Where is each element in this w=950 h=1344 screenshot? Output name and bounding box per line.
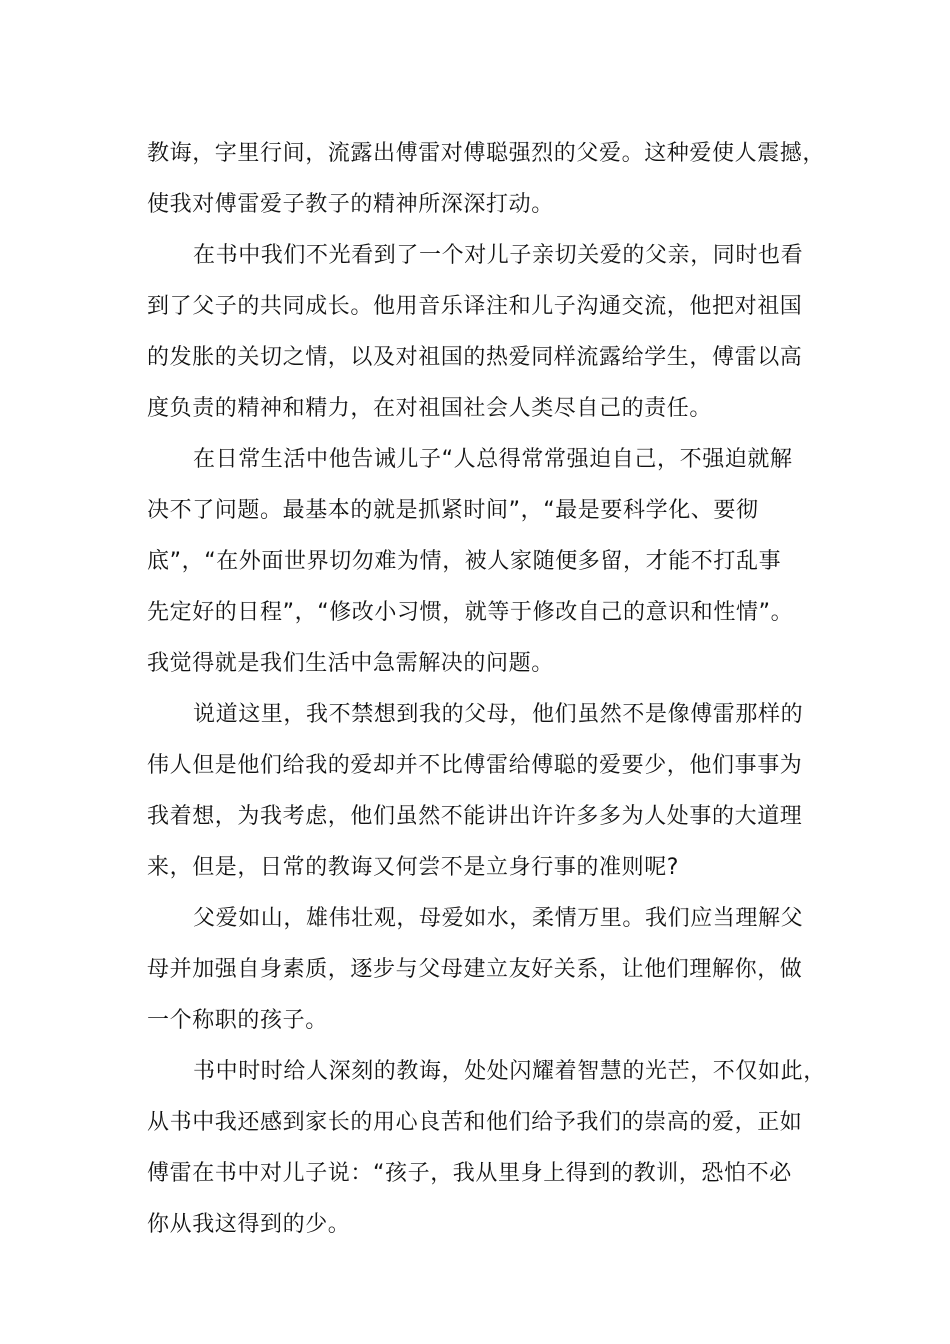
text-line: 傅雷在书中对儿子说：“孩子，我从里身上得到的教训，恐怕不必 <box>147 1161 792 1186</box>
paragraph <box>147 1046 826 1250</box>
paragraph <box>147 128 826 230</box>
text-line: 我觉得就是我们生活中急需解决的问题。 <box>147 651 554 676</box>
text-line: 来，但是，日常的教诲又何尝不是立身行事的准则呢? <box>147 855 680 880</box>
text-line: 书中时时给人深刻的教诲，处处闪耀着智慧的光芒，不仅如此， <box>193 1059 826 1084</box>
text-line: 在日常生活中他告诫儿子“人总得常常强迫自己，不强迫就解 <box>193 447 793 472</box>
text-line: 的发胀的关切之情，以及对祖国的热爱同样流露给学生，傅雷以高 <box>147 345 803 370</box>
document-body <box>147 128 826 1250</box>
paragraph <box>147 689 807 893</box>
paragraph <box>147 230 807 434</box>
paragraph <box>147 893 807 1046</box>
text-line: 教诲，字里行间，流露出傅雷对傅聪强烈的父爱。这种爱使人震撼， <box>147 141 826 166</box>
text-line: 你从我这得到的少。 <box>147 1212 351 1237</box>
text-line: 在书中我们不光看到了一个对儿子亲切关爱的父亲，同时也看 <box>193 243 804 268</box>
text-line: 使我对傅雷爱子教子的精神所深深打动。 <box>147 192 554 217</box>
paragraph <box>147 434 807 689</box>
text-line: 度负责的精神和精力，在对祖国社会人类尽自己的责任。 <box>147 396 713 421</box>
text-line: 底”，“在外面世界切勿难为情，被人家随便多留，才能不打乱事 <box>147 549 782 574</box>
text-line: 我着想，为我考虑，他们虽然不能讲出许许多多为人处事的大道理 <box>147 804 803 829</box>
text-line: 母并加强自身素质，逐步与父母建立友好关系，让他们理解你，做 <box>147 957 803 982</box>
text-line: 一个称职的孩子。 <box>147 1008 328 1033</box>
text-line: 到了父子的共同成长。他用音乐译注和儿子沟通交流，他把对祖国 <box>147 294 803 319</box>
text-line: 决不了问题。最基本的就是抓紧时间”，“最是要科学化、要彻 <box>147 498 759 523</box>
text-line: 父爱如山，雄伟壮观，母爱如水，柔情万里。我们应当理解父 <box>193 906 804 931</box>
text-line: 先定好的日程”，“修改小习惯，就等于修改自己的意识和性情”。 <box>147 600 794 625</box>
text-line: 说道这里，我不禁想到我的父母，他们虽然不是像傅雷那样的 <box>193 702 804 727</box>
text-line: 从书中我还感到家长的用心良苦和他们给予我们的崇高的爱，正如 <box>147 1110 803 1135</box>
text-line: 伟人但是他们给我的爱却并不比傅雷给傅聪的爱要少，他们事事为 <box>147 753 803 778</box>
